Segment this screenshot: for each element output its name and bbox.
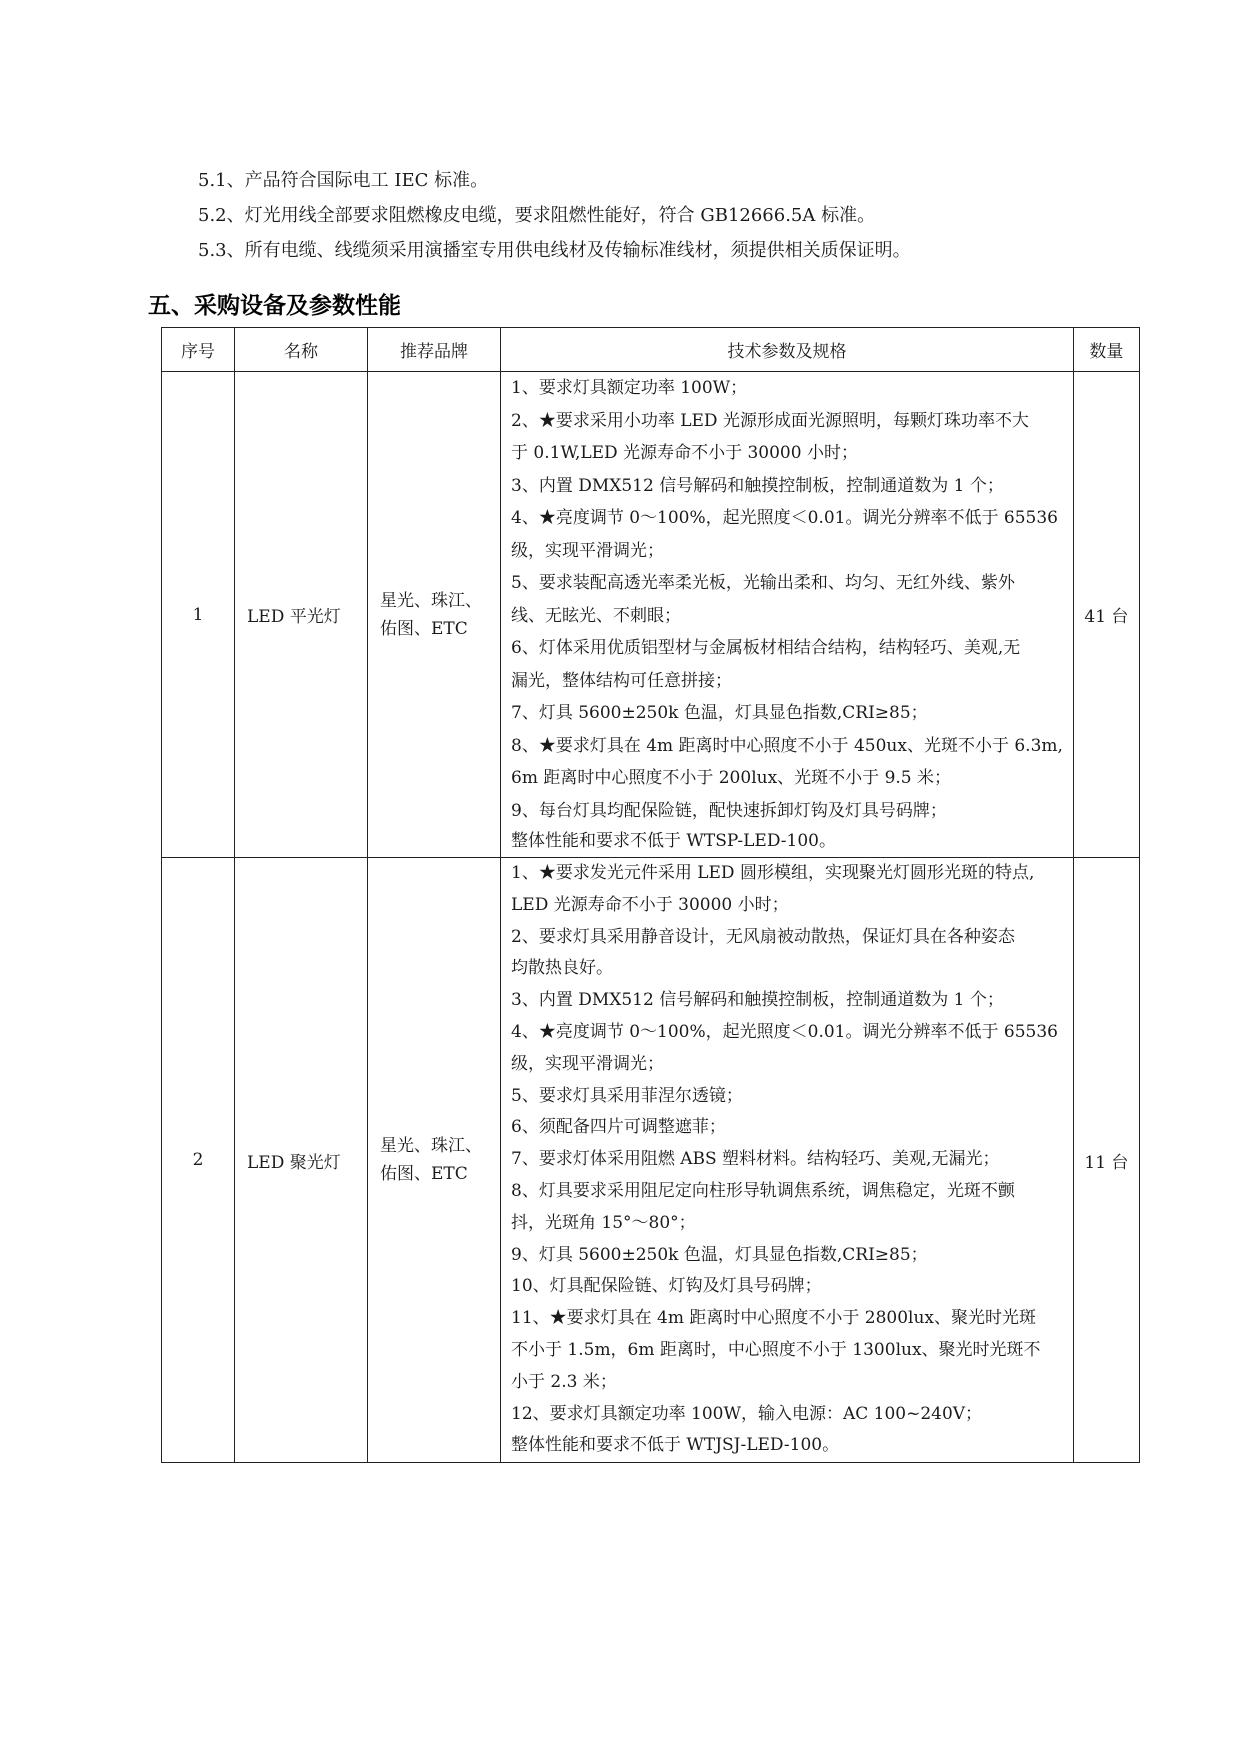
spec-line: 10、灯具配保险链、灯钩及灯具号码牌； — [511, 1276, 822, 1297]
spec-line: 9、灯具 5600±250k 色温，灯具显色指数,CRI≥85； — [511, 1244, 928, 1265]
requirement-5-1: 5.1、产品符合国际电工 IEC 标准。 — [198, 170, 489, 191]
row-name: LED 聚光灯 — [235, 858, 368, 1463]
brand-line: 佑图、ETC — [380, 618, 468, 639]
spec-line: 7、灯具 5600±250k 色温，灯具显色指数,CRI≥85； — [511, 703, 928, 723]
spec-line: 2、★要求采用小功率 LED 光源形成面光源照明，每颗灯珠功率不大 — [511, 410, 1029, 431]
spec-line: 于 0.1W,LED 光源寿命不小于 30000 小时； — [511, 443, 858, 463]
spec-line: 4、★亮度调节 0～100%，起光照度＜0.01。调光分辨率不低于 65536 — [511, 1021, 1058, 1042]
brand-line: 星光、珠江、 — [380, 1136, 482, 1157]
row-specs — [501, 858, 1074, 1463]
spec-line: 级，实现平滑调光； — [511, 540, 664, 561]
spec-line: 5、要求灯具采用菲涅尔透镜； — [511, 1085, 743, 1106]
row-index: 1 — [162, 372, 235, 858]
spec-line: 小于 2.3 米； — [511, 1371, 617, 1392]
spec-line: 3、内置 DMX512 信号解码和触摸控制板，控制通道数为 1 个； — [511, 475, 1004, 496]
spec-line: LED 光源寿命不小于 30000 小时； — [511, 894, 789, 915]
spec-line: 1、★要求发光元件采用 LED 圆形模组，实现聚光灯圆形光斑的特点, — [511, 863, 1035, 883]
row-brand — [368, 372, 501, 858]
spec-line: 1、要求灯具额定功率 100W； — [511, 378, 748, 398]
spec-line: 6、须配备四片可调整遮菲； — [511, 1117, 726, 1138]
brand-line: 星光、珠江、 — [380, 590, 482, 611]
section-title: 五、采购设备及参数性能 — [148, 293, 401, 319]
spec-line: 3、内置 DMX512 信号解码和触摸控制板，控制通道数为 1 个； — [511, 990, 1004, 1011]
row-quantity: 41 台 — [1073, 372, 1139, 858]
header-specs: 技术参数及规格 — [501, 328, 1074, 372]
spec-line: 8、灯具要求采用阻尼定向柱形导轨调焦系统，调焦稳定，光斑不颤 — [511, 1180, 1015, 1201]
spec-line: 11、★要求灯具在 4m 距离时中心照度不小于 2800lux、聚光时光斑 — [511, 1308, 1037, 1329]
spec-line: 级，实现平滑调光； — [511, 1053, 664, 1074]
equipment-table — [161, 327, 1140, 1463]
row-name: LED 平光灯 — [235, 372, 368, 858]
spec-line: 12、要求灯具额定功率 100W，输入电源：AC 100~240V； — [511, 1403, 983, 1424]
spec-line: 抖，光斑角 15°～80°； — [511, 1212, 696, 1233]
brand-line: 佑图、ETC — [380, 1164, 468, 1185]
requirement-5-3: 5.3、所有电缆、线缆须采用演播室专用供电线材及传输标准线材，须提供相关质保证明。 — [198, 240, 911, 261]
table-row — [162, 858, 1140, 1463]
table-header-row — [162, 328, 1140, 372]
spec-line: 整体性能和要求不低于 WTSP-LED-100。 — [511, 831, 836, 851]
spec-line: 9、每台灯具均配保险链，配快速拆卸灯钩及灯具号码牌； — [511, 800, 947, 821]
spec-line: 线、无眩光、不刺眼； — [511, 605, 681, 626]
spec-line: 2、要求灯具采用静音设计，无风扇被动散热，保证灯具在各种姿态 — [511, 926, 1015, 947]
spec-line: 6、灯体采用优质铝型材与金属板材相结合结构，结构轻巧、美观,无 — [511, 638, 1021, 658]
row-index: 2 — [162, 858, 235, 1463]
spec-line: 8、★要求灯具在 4m 距离时中心照度不小于 450ux、光斑不小于 6.3m, — [511, 735, 1063, 756]
spec-line: 4、★亮度调节 0～100%，起光照度＜0.01。调光分辨率不低于 65536 — [511, 508, 1058, 528]
row-quantity: 11 台 — [1073, 858, 1139, 1463]
row-brand — [368, 858, 501, 1463]
table-row — [162, 372, 1140, 858]
spec-line: 7、要求灯体采用阻燃 ABS 塑料材料。结构轻巧、美观,无漏光； — [511, 1149, 1000, 1170]
header-name: 名称 — [235, 328, 368, 372]
header-index: 序号 — [162, 328, 235, 372]
spec-line: 均散热良好。 — [511, 958, 613, 979]
requirement-5-2: 5.2、灯光用线全部要求阻燃橡皮电缆，要求阻燃性能好，符合 GB12666.5A 标准。 — [198, 205, 876, 226]
header-brand: 推荐品牌 — [368, 328, 501, 372]
spec-line: 整体性能和要求不低于 WTJSJ-LED-100。 — [511, 1435, 840, 1456]
spec-line: 漏光，整体结构可任意拼接； — [511, 670, 732, 691]
header-quantity: 数量 — [1073, 328, 1139, 372]
spec-line: 不小于 1.5m，6m 距离时，中心照度不小于 1300lux、聚光时光斑不 — [511, 1339, 1041, 1360]
row-specs — [501, 372, 1074, 858]
spec-line: 5、要求装配高透光率柔光板，光输出柔和、均匀、无红外线、紫外 — [511, 573, 1015, 593]
spec-line: 6m 距离时中心照度不小于 200lux、光斑不小于 9.5 米； — [511, 768, 952, 788]
